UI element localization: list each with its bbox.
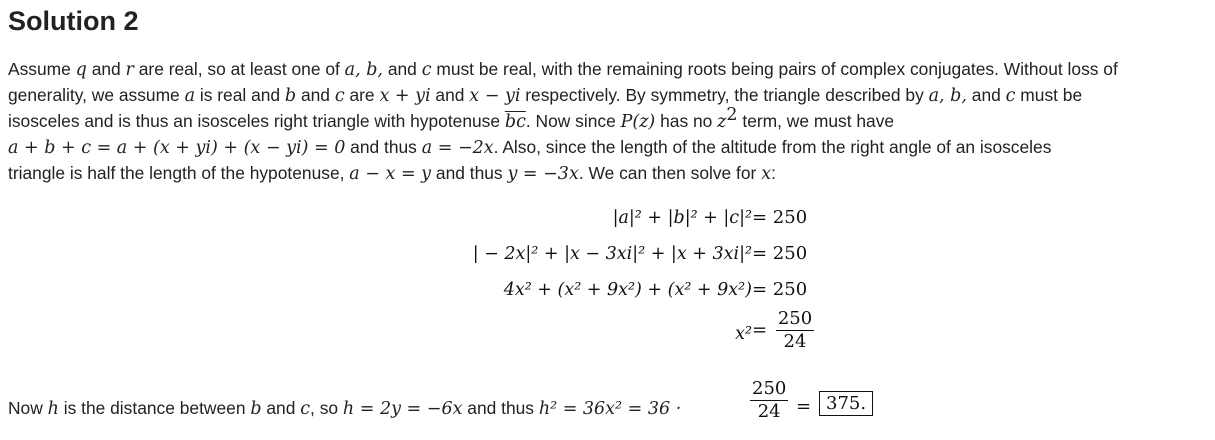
text: and: [86, 59, 126, 79]
text: generality, we assume: [8, 85, 185, 105]
math-h-equals: h = 2y = −6x: [342, 399, 463, 419]
math-z: z: [717, 112, 727, 132]
text: is real and: [195, 85, 285, 105]
math-abc: a, b,: [928, 86, 967, 106]
text: and: [383, 59, 422, 79]
text: Assume: [8, 59, 76, 79]
math: 4x² + (x² + 9x²) + (x² + 9x²): [503, 280, 752, 300]
denominator: 24: [757, 401, 781, 422]
math-r: r: [125, 60, 134, 80]
math-b: b: [250, 399, 262, 419]
text: :: [771, 163, 776, 183]
text: and thus: [462, 398, 539, 418]
paragraph-line-4: [8, 135, 1051, 160]
text: is the distance between: [58, 398, 251, 418]
text: . We can then solve for: [578, 163, 762, 183]
equation-1-lhs: [613, 207, 752, 228]
math-c: c: [334, 86, 345, 106]
math-h: h: [47, 399, 59, 419]
math-c: c: [421, 60, 432, 80]
math-q: q: [75, 60, 87, 80]
text: . Now since: [525, 111, 621, 131]
text: are real, so at least one of: [133, 59, 345, 79]
text: must be real, with the remaining roots being pairs of complex conjugates. Without loss of: [431, 59, 1118, 79]
equals-sign: =: [752, 319, 768, 341]
math-y-equals: y = −3x: [507, 164, 579, 184]
equation-3-lhs: [504, 279, 752, 300]
text: triangle is half the length of the hypotenuse,: [8, 163, 350, 183]
math-sum-equation: a + b + c = a + (x + yi) + (x − yi) = 0: [8, 138, 346, 158]
text: and thus: [345, 137, 422, 157]
math-h-squared: h² = 36x² = 36 ·: [538, 399, 682, 419]
math-exponent: 2: [726, 105, 738, 126]
paragraph-line-2: [8, 83, 1082, 108]
boxed-answer: 375.: [819, 391, 873, 416]
equation-2-rhs: = 250: [752, 243, 808, 264]
equation-2-lhs: [473, 243, 752, 264]
math-a-equals: a = −2x: [421, 138, 494, 158]
fraction: [750, 378, 788, 423]
text: term, we must have: [737, 111, 895, 131]
text: and: [261, 398, 301, 418]
equation-3-rhs: = 250: [752, 279, 808, 300]
math-c: c: [1005, 86, 1016, 106]
answer-box: [819, 393, 873, 414]
text: , so: [310, 398, 343, 418]
text: and: [430, 85, 470, 105]
equation-4-lhs: [735, 323, 752, 344]
text: Now: [8, 398, 48, 418]
equation-1-rhs: = 250: [752, 207, 808, 228]
math-b: b: [284, 86, 297, 106]
math-abc: a, b,: [344, 60, 383, 80]
equation-4-rhs: [752, 308, 817, 353]
final-equals: =: [796, 396, 812, 417]
denominator: 24: [783, 331, 807, 352]
text: has no: [655, 111, 718, 131]
math-segment-bc: $\overline{bc}$: [504, 112, 526, 132]
fraction: [776, 308, 814, 353]
math-x-plus-yi: x + yi: [379, 86, 431, 106]
text: . Also, since the length of the altitude from the right angle of an isosceles: [493, 137, 1052, 157]
numerator: 250: [752, 378, 787, 399]
math-x-minus-yi: x − yi: [469, 86, 521, 106]
math: |a|² + |b|² + |c|²: [612, 208, 752, 228]
math-c: c: [300, 399, 311, 419]
math-p-of-z: P(z): [620, 112, 656, 132]
paragraph-line-3: [8, 105, 895, 134]
math-x: x: [761, 164, 772, 184]
text: and: [296, 85, 335, 105]
final-line: [8, 396, 681, 421]
paragraph-line-5: [8, 161, 776, 186]
page-title: Solution 2: [8, 6, 139, 36]
text: must be: [1015, 85, 1083, 105]
math: x²: [735, 324, 752, 344]
text: isosceles and is thus an isosceles right triangle with hypotenuse: [8, 111, 505, 131]
paragraph-line-1: [8, 57, 1118, 82]
math-a: a: [184, 86, 196, 106]
text: are: [344, 85, 380, 105]
math: | − 2x|² + |x − 3xi|² + |x + 3xi|²: [472, 244, 752, 264]
math-a-minus-x: a − x = y: [349, 164, 432, 184]
text: and: [966, 85, 1006, 105]
text: and thus: [431, 163, 508, 183]
numerator: 250: [777, 308, 813, 329]
text: respectively. By symmetry, the triangle described by: [520, 85, 929, 105]
final-fraction: [747, 378, 791, 423]
